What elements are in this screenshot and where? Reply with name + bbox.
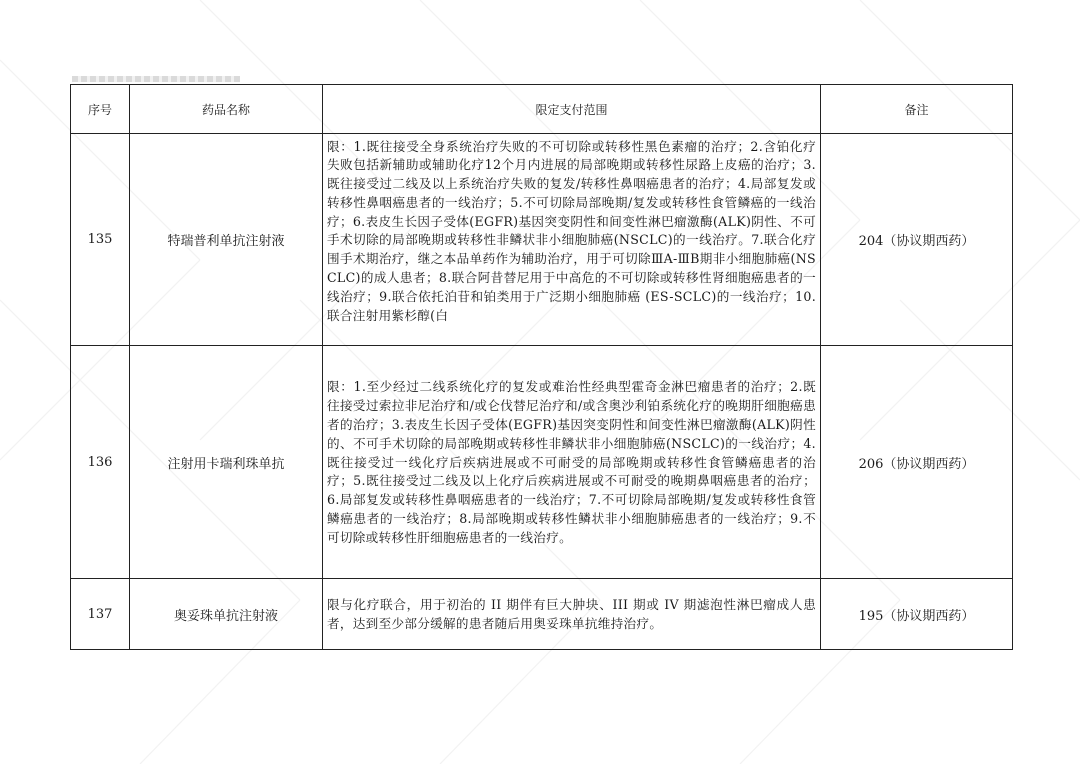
- row-note: 195（协议期西药）: [821, 579, 1013, 650]
- row-drug-name: 注射用卡瑞利珠单抗: [130, 346, 323, 579]
- header-note: 备注: [821, 85, 1013, 134]
- row-scope: 限：1.至少经过二线系统化疗的复发或难治性经典型霍奇金淋巴瘤患者的治疗；2.既往接受过索拉非尼治疗和/或仑伐替尼治疗和/或含奥沙利铂系统化疗的晚期肝细胞癌患者的治疗；3.表皮生长因子受体(EGFR)基因突变阴性和间变性淋巴瘤激酶(ALK)阴性的、不可手术切除的局部晚期或转移性非鳞状非小细胞肺癌(NSCLC)的一线治疗；4.既往接受过一线化疗后疾病进展或不可耐受的局部晚期或转移性食管鳞癌患者的治疗；5.既往接受过二线及以上化疗后疾病进展或不可耐受的晚期鼻咽癌患者的治疗；6.局部复发或转移性鼻咽癌患者的一线治疗；7.不可切除局部晚期/复发或转移性食管鳞癌患者的一线治疗；8.局部晚期或转移性鳞状非小细胞肺癌患者的一线治疗；9.不可切除或转移性肝细胞癌患者的一线治疗。: [327, 379, 816, 545]
- row-drug-name: 奥妥珠单抗注射液: [130, 579, 323, 650]
- table-row: [71, 579, 1013, 650]
- table-header-row: [71, 85, 1013, 134]
- row-num: 137: [71, 579, 130, 650]
- table-row: [71, 346, 1013, 579]
- scope-clip: [323, 136, 820, 344]
- header-num: 序号: [71, 85, 130, 134]
- row-drug-name: 特瑞普利单抗注射液: [130, 134, 323, 346]
- row-num: 136: [71, 346, 130, 579]
- row-note: 204（协议期西药）: [821, 134, 1013, 346]
- row-scope-cell: [323, 579, 821, 650]
- header-residue: [72, 76, 240, 82]
- row-note: 206（协议期西药）: [821, 346, 1013, 579]
- row-num: 135: [71, 134, 130, 346]
- row-scope: 限：1.既往接受全身系统治疗失败的不可切除或转移性黑色素瘤的治疗；2.含铂化疗失败包括新辅助或辅助化疗12个月内进展的局部晚期或转移性尿路上皮癌的治疗；3.既往接受过二线及以上系统治疗失败的复发/转移性鼻咽癌患者的治疗；4.局部复发或转移性鼻咽癌患者的一线治疗；5.不可切除局部晚期/复发或转移性食管鳞癌的一线治疗；6.表皮生长因子受体(EGFR)基因突变阴性和间变性淋巴瘤激酶(ALK)阴性、不可手术切除的局部晚期或转移性非鳞状非小细胞肺癌(NSCLC)的一线治疗。7.联合化疗围手术期治疗，继之本品单药作为辅助治疗，用于可切除ⅢA-ⅢB期非小细胞肺癌(NSCLC)的成人患者；8.联合阿昔替尼用于中高危的不可切除或转移性肾细胞癌患者的一线治疗；9.联合依托泊苷和铂类用于广泛期小细胞肺癌 (ES-SCLC)的一线治疗；10.联合注射用紫杉醇(白: [327, 138, 816, 323]
- row-scope-cell: [323, 346, 821, 579]
- row-scope-cell: [323, 134, 821, 346]
- row-scope: 限与化疗联合，用于初治的 II 期伴有巨大肿块、III 期或 IV 期滤泡性淋巴瘤成人患者，达到至少部分缓解的患者随后用奥妥珠单抗维持治疗。: [327, 597, 816, 631]
- table-row: [71, 134, 1013, 346]
- header-name: 药品名称: [130, 85, 323, 134]
- header-scope: 限定支付范围: [323, 85, 821, 134]
- drug-table: [70, 84, 1013, 650]
